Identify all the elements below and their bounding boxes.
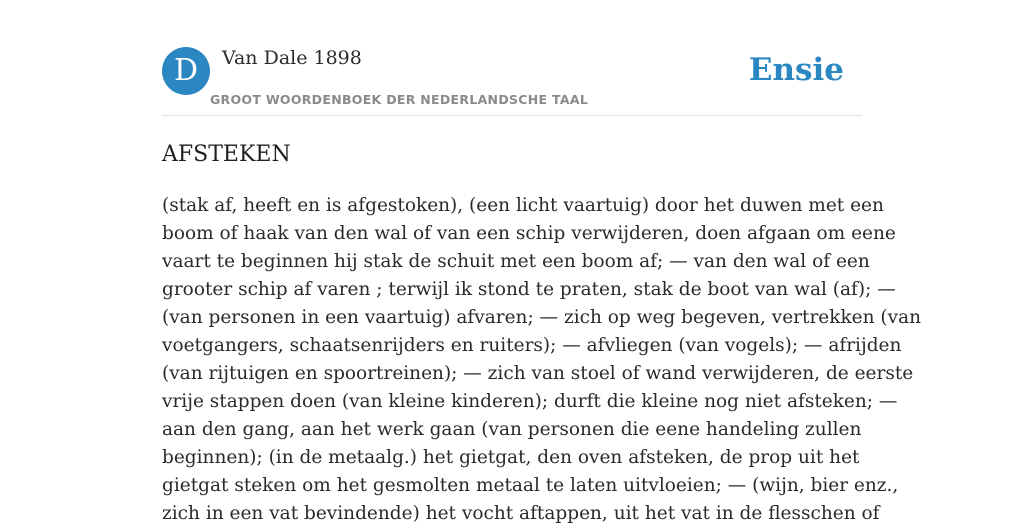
definition-line: voetgangers, schaatsenrijders en ruiters); — afvliegen (van vogels); — afrijden bbox=[162, 335, 902, 356]
definition-line: vrije stappen doen (van kleine kinderen); durft die kleine nog niet afsteken; — bbox=[162, 391, 898, 412]
entry-headword: AFSTEKEN bbox=[162, 142, 291, 167]
definition-line: (van personen in een vaartuig) afvaren; — zich op weg begeven, vertrekken (van bbox=[162, 307, 922, 328]
source-subtitle: GROOT WOORDENBOEK DER NEDERLANDSCHE TAAL bbox=[210, 92, 589, 107]
source-avatar[interactable]: D bbox=[162, 47, 210, 95]
definition-line: (stak af, heeft en is afgestoken), (een licht vaartuig) door het duwen met een bbox=[162, 195, 884, 216]
brand-logo[interactable]: Ensie bbox=[748, 52, 844, 88]
definition-line: vaart te beginnen hij stak de schuit met een boom af; — van den wal of een bbox=[162, 251, 870, 272]
definition-line: aan den gang, aan het werk gaan (van personen die eene handeling zullen bbox=[162, 419, 862, 440]
definition-line: boom of haak van den wal of van een schip verwijderen, doen afgaan om eene bbox=[162, 223, 896, 244]
definition-line: (van rijtuigen en spoortreinen); — zich van stoel of wand verwijderen, de eerste bbox=[162, 363, 914, 384]
definition-line: beginnen); (in de metaalg.) het gietgat, den oven afsteken, de prop uit het bbox=[162, 447, 860, 468]
definition-line: grooter schip af varen ; terwijl ik stond te praten, stak de boot van wal (af); — bbox=[162, 279, 896, 300]
definition-line: gietgat steken om het gesmolten metaal te laten uitvloeien; — (wijn, bier enz., bbox=[162, 475, 899, 496]
source-title[interactable]: Van Dale 1898 bbox=[222, 47, 362, 69]
entry-definition bbox=[162, 192, 922, 528]
definition-line: zich in een vat bevindende) het vocht aftappen, uit het vat in de flesschen of bbox=[162, 503, 880, 524]
header bbox=[162, 46, 862, 116]
